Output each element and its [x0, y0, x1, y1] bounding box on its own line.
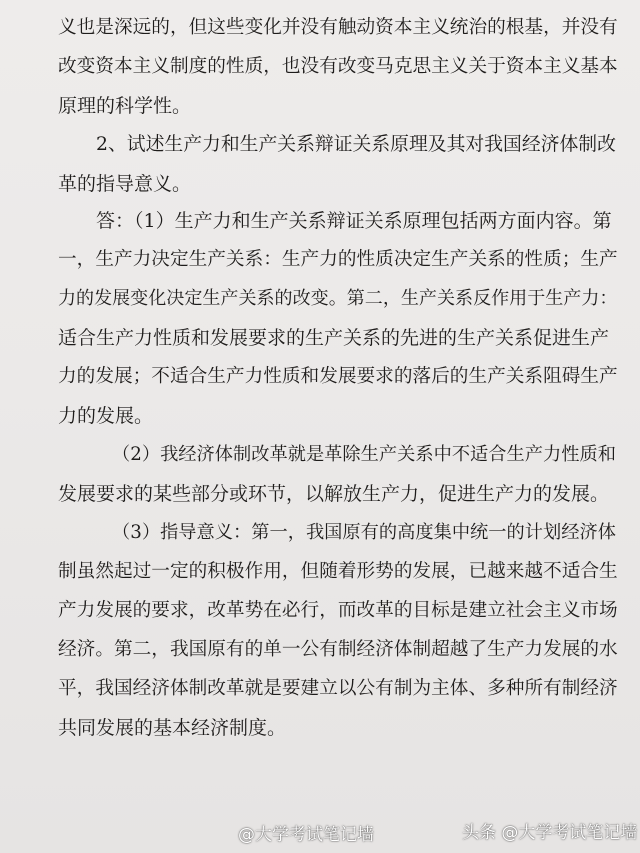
answer-line: 制虽然起过一定的积极作用，但随着形势的发展，已越来越不适合生	[58, 561, 618, 582]
answer-line: 答：（1）生产力和生产关系辩证关系原理包括两方面内容。第	[96, 210, 612, 232]
answer-line: 产力发展的要求，改革势在必行，而改革的目标是建立社会主义市场	[58, 600, 618, 621]
toutiao-watermark: 头条 @大学考试笔记墙	[462, 823, 638, 843]
text-line: 原理的科学性。	[58, 95, 192, 117]
answer-line: 平，我国经济体制改革就是要建立以公有制为主体、多种所有制经济	[58, 678, 618, 699]
text-line: 改变资本主义制度的性质，也没有改变马克思主义关于资本主义基本	[58, 56, 618, 77]
answer-line: 共同发展的基本经济制度。	[58, 717, 287, 739]
answer-line: 力的发展。	[58, 405, 154, 427]
answer-line: （2）我经济体制改革就是革除生产关系中不适合生产力性质和	[112, 444, 616, 465]
text-line: 义也是深远的，但这些变化并没有触动资本主义统治的根基，并没有	[58, 17, 618, 38]
answer-line: 适合生产力性质和发展要求的生产关系的先进的生产关系促进生产	[58, 327, 610, 349]
answer-line: 一，生产力决定生产关系：生产力的性质决定生产关系的性质；生产	[58, 249, 618, 270]
question-heading: 革的指导意义。	[58, 173, 192, 195]
answer-line: 经济。第二，我国原有的单一公有制经济体制超越了生产力发展的水	[58, 639, 618, 660]
answer-line: 发展要求的某些部分或环节，以解放生产力，促进生产力的发展。	[58, 483, 610, 505]
answer-line: 力的发展；不适合生产力性质和发展要求的落后的生产关系阻碍生产	[58, 366, 618, 387]
answer-line: （3）指导意义：第一，我国原有的高度集中统一的计划经济体	[112, 522, 616, 543]
weibo-watermark: @大学考试笔记墙	[238, 825, 374, 845]
answer-line: 力的发展变化决定生产关系的改变。第二，生产关系反作用于生产力：	[58, 288, 618, 309]
question-heading: 2、试述生产力和生产关系辩证关系原理及其对我国经济体制改	[96, 134, 616, 155]
